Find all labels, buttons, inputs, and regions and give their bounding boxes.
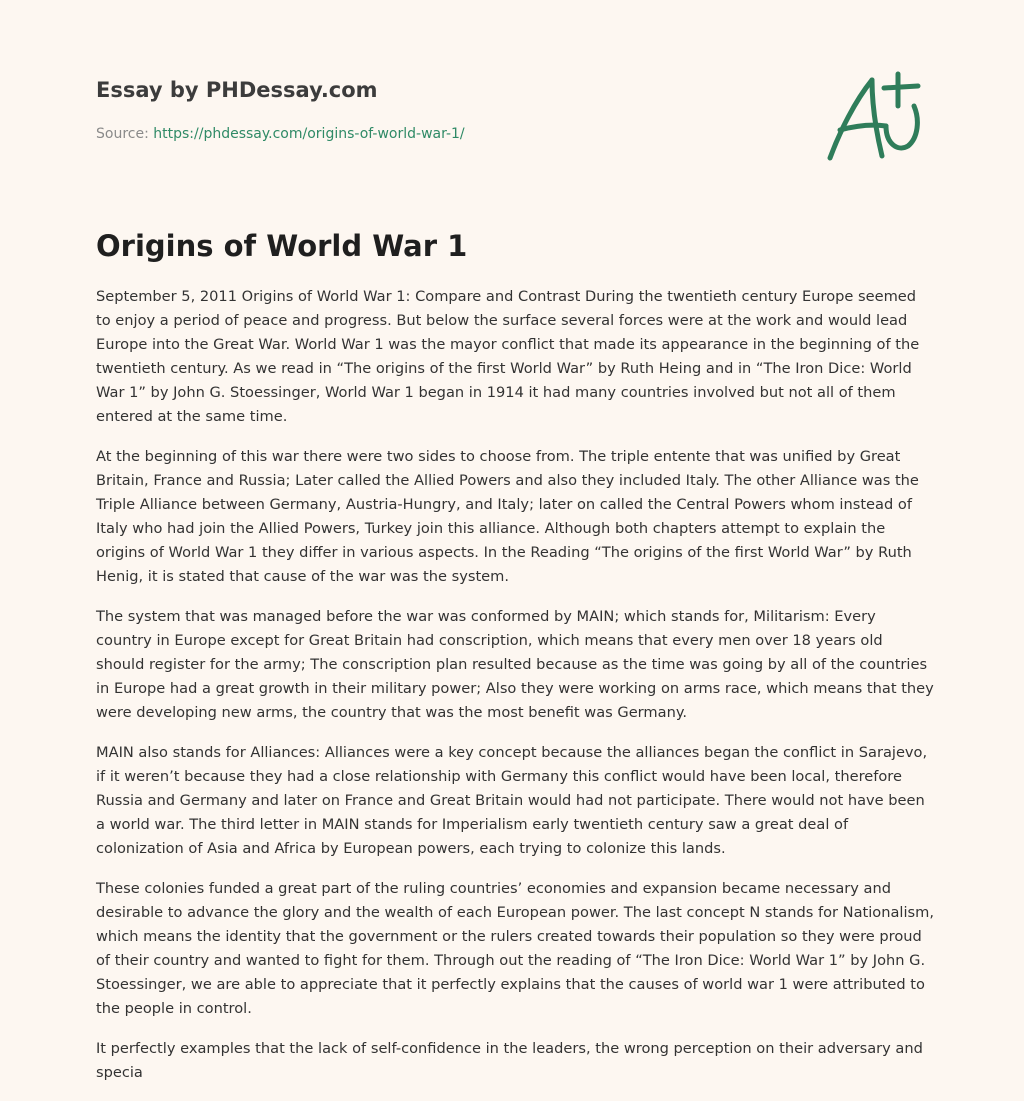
site-title: Essay by PHDessay.com: [96, 78, 378, 102]
essay-paragraph: At the beginning of this war there were two sides to choose from. The triple entente that was unified by Great Britain, France and Russia; Later called the Allied Powers and also they included Italy. The other Alliance was the Triple Alliance between Germany, Austria-Hungry, and Italy; later on called the Central Powers whom instead of Italy who had join the Allied Powers, Turkey join this alliance. Although both chapters attempt to explain the origins of World War 1 they differ in various aspects. In the Reading “The origins of the first World War” by Ruth Henig, it is stated that cause of the war was the system.: [96, 448, 919, 585]
essay-paragraph: It perfectly examples that the lack of self-confidence in the leaders, the wrong perception on their adversary and specia: [96, 1040, 923, 1081]
essay-paragraph: The system that was managed before the war was conformed by MAIN; which stands for, Militarism: Every country in Europe except for Great Britain had conscription, which means that every men over 18 years old should register for the army; The conscription plan resulted because as the time was going by all of the countries in Europe had a great growth in their military power; Also they were working on arms race, which means that they were developing new arms, the country that was the most benefit was Germany.: [96, 608, 934, 721]
a-plus-logo-icon: [820, 66, 930, 166]
essay-paragraph: These colonies funded a great part of the ruling countries’ economies and expansion became necessary and desirable to advance the glory and the wealth of each European power. The last concept N stands for Nationalism, which means the identity that the government or the rulers created towards their population so they were proud of their country and wanted to fight for them. Through out the reading of “The Iron Dice: World War 1” by John G. Stoessinger, we are able to appreciate that it perfectly explains that the causes of world war 1 were attributed to the people in control.: [96, 880, 934, 1017]
essay-body: [96, 285, 934, 1101]
source-link[interactable]: https://phdessay.com/origins-of-world-war-1/: [153, 126, 465, 142]
source-line: [96, 124, 916, 144]
essay-header: [96, 76, 916, 144]
essay-paragraph: MAIN also stands for Alliances: Alliances were a key concept because the alliances began the conflict in Sarajevo, if it weren’t because they had a close relationship with Germany this conflict would have been local, therefore Russia and Germany and later on France and Great Britain would had not participate. There would not have been a world war. The third letter in MAIN stands for Imperialism early twentieth century saw a great deal of colonization of Asia and Africa by European powers, each trying to colonize this lands.: [96, 744, 928, 857]
essay-paragraph: September 5, 2011 Origins of World War 1: Compare and Contrast During the twentieth century Europe seemed to enjoy a period of peace and progress. But below the surface several forces were at the work and would lead Europe into the Great War. World War 1 was the mayor conflict that made its appearance in the beginning of the twentieth century. As we read in “The origins of the first World War” by Ruth Heing and in “The Iron Dice: World War 1” by John G. Stoessinger, World War 1 began in 1914 it had many countries involved but not all of them entered at the same time.: [96, 288, 920, 425]
source-label: Source:: [96, 126, 149, 142]
page-title: Origins of World War 1: [96, 229, 468, 263]
